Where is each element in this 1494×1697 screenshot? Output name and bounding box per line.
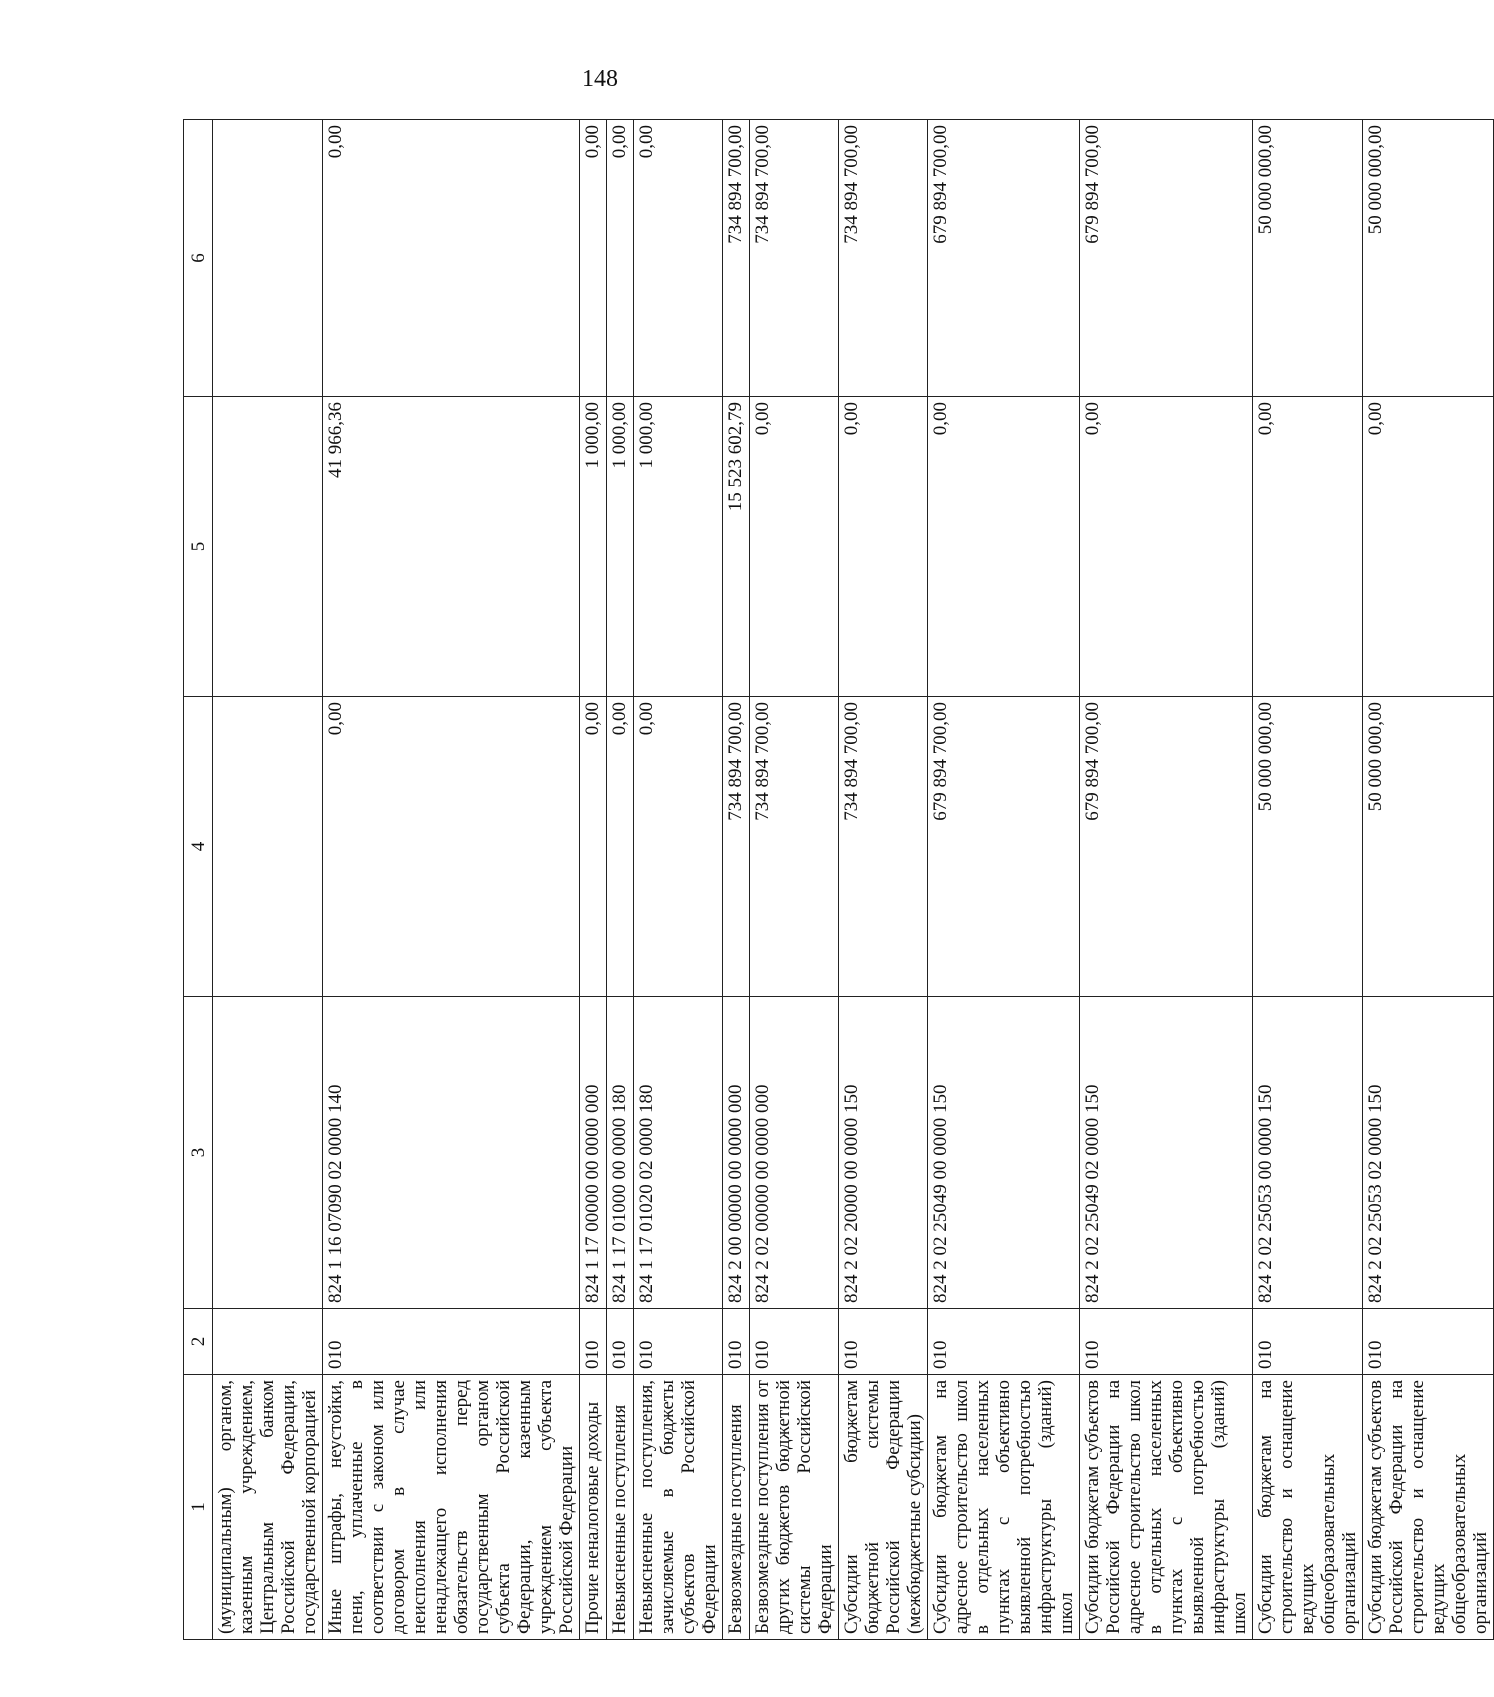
table-row <box>634 120 723 1640</box>
row-col5: 1 000,00 <box>580 397 607 697</box>
row-name: Иные штрафы, неустойки, пени, уплаченные в соответствии с законом или договором в случае неисполнения или ненадлежащего исполнения обязательств перед государственным органом субъекта Российской Федерации, казенным учреждением субъекта Российской Федерации <box>323 1375 580 1640</box>
row-col6: 0,00 <box>323 120 580 397</box>
table-row <box>928 120 1080 1640</box>
row-col5: 1 000,00 <box>607 397 634 697</box>
row-code: 010 <box>750 1309 839 1375</box>
row-col6: 0,00 <box>607 120 634 397</box>
row-name: Субсидии бюджетам на адресное строительство школ в отдельных населенных пунктах с объективно выявленной потребностью инфраструктуры (зданий) школ <box>928 1375 1080 1640</box>
row-col5: 0,00 <box>1363 397 1494 697</box>
table-row <box>580 120 607 1640</box>
row-col6: 734 894 700,00 <box>750 120 839 397</box>
row-col6: 50 000 000,00 <box>1253 120 1363 397</box>
row-col5: 1 000,00 <box>634 397 723 697</box>
row-kbk: 824 2 02 25049 02 0000 150 <box>1080 997 1253 1309</box>
row-col6: 734 894 700,00 <box>839 120 928 397</box>
row-col5: 0,00 <box>750 397 839 697</box>
table-row <box>723 120 750 1640</box>
table-row <box>213 120 323 1640</box>
row-col6 <box>213 120 323 397</box>
row-kbk <box>213 997 323 1309</box>
row-col4: 50 000 000,00 <box>1253 697 1363 997</box>
row-name: Субсидии бюджетам субъектов Российской Федерации на адресное строительство школ в отдельных населенных пунктах с объективно выявленной потребностью инфраструктуры (зданий) школ <box>1080 1375 1253 1640</box>
row-kbk: 824 2 02 25053 00 0000 150 <box>1253 997 1363 1309</box>
rotated-table-container <box>183 120 1491 1640</box>
row-kbk: 824 2 02 25049 00 0000 150 <box>928 997 1080 1309</box>
row-col4: 0,00 <box>607 697 634 997</box>
row-name: Субсидии бюджетам субъектов Российской Федерации на строительство и оснащение ведущих общеобразовательных организаций <box>1363 1375 1494 1640</box>
row-name: (муниципальным) органом, казенным учреждением, Центральным банком Российской Федерации, государственной корпорацией <box>213 1375 323 1640</box>
row-col4: 734 894 700,00 <box>723 697 750 997</box>
row-name: Безвозмездные поступления <box>723 1375 750 1640</box>
row-col4: 679 894 700,00 <box>1080 697 1253 997</box>
row-kbk: 824 1 17 01020 02 0000 180 <box>634 997 723 1309</box>
row-col5: 0,00 <box>1080 397 1253 697</box>
table-row <box>607 120 634 1640</box>
row-col4: 0,00 <box>580 697 607 997</box>
row-col6: 50 000 000,00 <box>1363 120 1494 397</box>
row-kbk: 824 2 00 00000 00 0000 000 <box>723 997 750 1309</box>
row-code: 010 <box>928 1309 1080 1375</box>
budget-revenue-table <box>183 119 1494 1640</box>
row-code: 010 <box>323 1309 580 1375</box>
column-header-1: 1 <box>184 1375 213 1640</box>
row-name: Безвозмездные поступления от других бюджетов бюджетной системы Российской Федерации <box>750 1375 839 1640</box>
row-col4: 0,00 <box>323 697 580 997</box>
row-kbk: 824 2 02 25053 02 0000 150 <box>1363 997 1494 1309</box>
row-col5: 41 966,36 <box>323 397 580 697</box>
row-code <box>213 1309 323 1375</box>
row-col6: 0,00 <box>580 120 607 397</box>
page-number: 148 <box>582 66 618 92</box>
row-col6: 0,00 <box>634 120 723 397</box>
row-name: Невыясненные поступления, зачисляемые в бюджеты субъектов Российской Федерации <box>634 1375 723 1640</box>
row-col5: 0,00 <box>928 397 1080 697</box>
row-code: 010 <box>1253 1309 1363 1375</box>
row-kbk: 824 2 02 00000 00 0000 000 <box>750 997 839 1309</box>
row-kbk: 824 2 02 20000 00 0000 150 <box>839 997 928 1309</box>
table-row <box>323 120 580 1640</box>
table-row <box>1253 120 1363 1640</box>
row-name: Субсидии бюджетам на строительство и оснащение ведущих общеобразовательных организаций <box>1253 1375 1363 1640</box>
row-code: 010 <box>607 1309 634 1375</box>
row-col4: 0,00 <box>634 697 723 997</box>
table-row <box>750 120 839 1640</box>
row-col5: 0,00 <box>839 397 928 697</box>
row-code: 010 <box>580 1309 607 1375</box>
row-kbk: 824 1 17 00000 00 0000 000 <box>580 997 607 1309</box>
row-code: 010 <box>723 1309 750 1375</box>
table-row <box>1080 120 1253 1640</box>
row-col5: 0,00 <box>1253 397 1363 697</box>
table-row <box>839 120 928 1640</box>
table-row <box>1363 120 1494 1640</box>
row-name: Прочие неналоговые доходы <box>580 1375 607 1640</box>
table-header-row <box>184 120 213 1640</box>
row-col5 <box>213 397 323 697</box>
row-col4: 734 894 700,00 <box>750 697 839 997</box>
row-col4: 734 894 700,00 <box>839 697 928 997</box>
row-kbk: 824 1 16 07090 02 0000 140 <box>323 997 580 1309</box>
row-code: 010 <box>1080 1309 1253 1375</box>
row-col6: 679 894 700,00 <box>928 120 1080 397</box>
column-header-3: 3 <box>184 997 213 1309</box>
row-col6: 734 894 700,00 <box>723 120 750 397</box>
row-col4: 679 894 700,00 <box>928 697 1080 997</box>
row-name: Субсидии бюджетам бюджетной системы Российской Федерации (межбюджетные субсидии) <box>839 1375 928 1640</box>
row-col5: 15 523 602,79 <box>723 397 750 697</box>
row-col4 <box>213 697 323 997</box>
row-code: 010 <box>839 1309 928 1375</box>
row-code: 010 <box>1363 1309 1494 1375</box>
column-header-5: 5 <box>184 397 213 697</box>
row-code: 010 <box>634 1309 723 1375</box>
column-header-4: 4 <box>184 697 213 997</box>
row-kbk: 824 1 17 01000 00 0000 180 <box>607 997 634 1309</box>
row-col6: 679 894 700,00 <box>1080 120 1253 397</box>
row-name: Невыясненные поступления <box>607 1375 634 1640</box>
column-header-2: 2 <box>184 1309 213 1375</box>
row-col4: 50 000 000,00 <box>1363 697 1494 997</box>
column-header-6: 6 <box>184 120 213 397</box>
